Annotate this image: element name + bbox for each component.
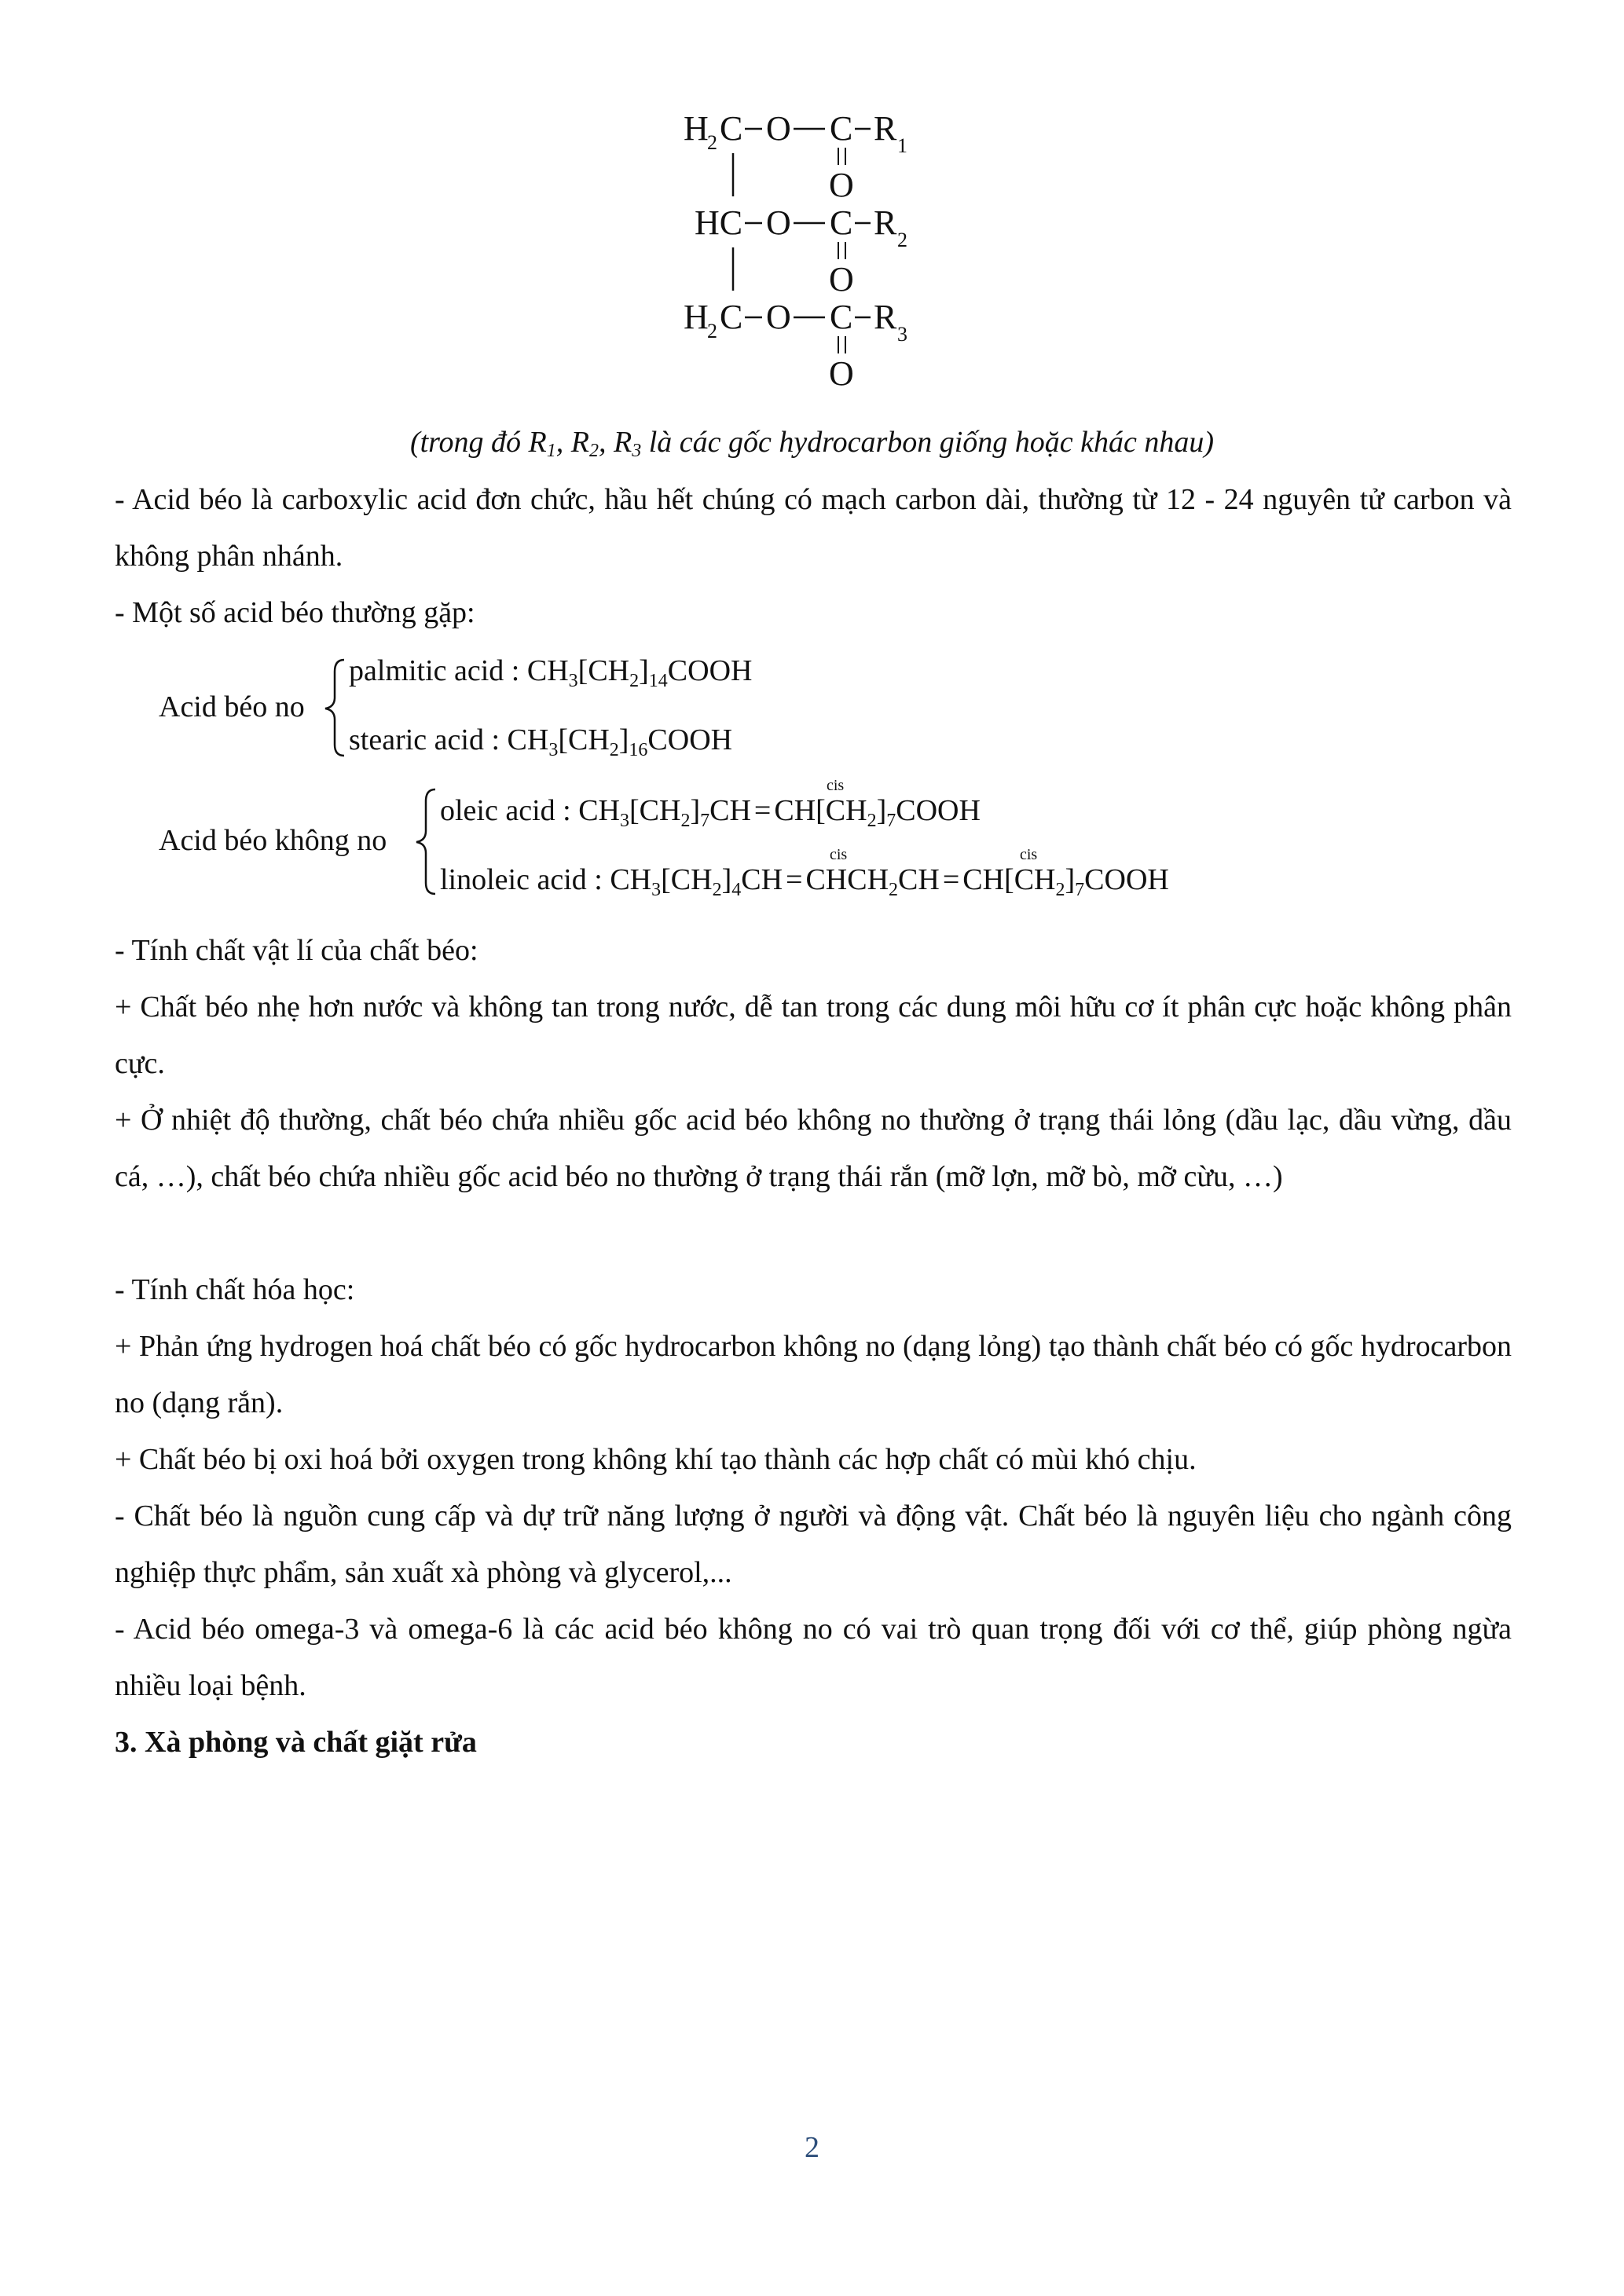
formula-sub: 7 [886,811,896,831]
stearic-name: stearic acid : [349,723,508,756]
row3-h: H [684,298,709,336]
row3-r: R [874,298,897,336]
cis-label: cis [1020,846,1038,863]
formula-part: CH[CH [962,863,1056,896]
carbonyl-o-3: O [829,354,854,393]
formula-part: COOH [667,654,753,687]
paragraph-fatty-acid-definition: - Acid béo là carboxylic acid đơn chức, hầu hết chúng có mạch carbon dài, thường từ 12 - 24 nguyên tử carbon và không phân nhánh. [115,483,1512,573]
formula-part: CH [578,794,620,827]
formula-sub: 3 [620,811,629,831]
paragraph-physical-property-2: + Ở nhiệt độ thường, chất béo chứa nhiều gốc acid béo không no thường ở trạng thái lỏng (dầu lạc, dầu vừng, dầu cá, …), chất béo chứa nhiều gốc acid béo no thường ở trạng thái rắn (mỡ lợn, mỡ bò, mỡ cừu, …) [115,1104,1512,1193]
caption-text: là các gốc hydrocarbon giống hoặc khác nhau) [641,426,1215,459]
formula-part: CH [741,863,783,896]
paragraph-physical-property-1: + Chất béo nhẹ hơn nước và không tan trong nước, dễ tan trong các dung môi hữu cơ ít phân cực hoặc không phân cực. [115,991,1512,1080]
formula-part: COOH [647,723,733,756]
oleic-name: oleic acid : [440,794,579,827]
section-heading-soap: 3. Xà phòng và chất giặt rửa [115,1726,477,1759]
carbonyl-o-1: O [829,166,854,204]
formula-part: ] [876,794,887,827]
row1-c: C [720,109,743,148]
paragraph-chemical-properties-heading: - Tính chất hóa học: [115,1273,355,1306]
linoleic-name: linoleic acid : [440,863,610,896]
carbonyl-o-2: O [829,260,854,298]
caption-sub: 3 [632,441,642,461]
formula-sub: 3 [651,880,662,900]
formula-part: CH [898,863,940,896]
row3-r-sub: 3 [897,323,907,346]
formula-part: CH[CH [774,794,867,827]
formula-sub: 7 [1075,880,1085,900]
formula-sub: 2 [867,811,877,831]
formula-part: [CH [558,723,610,756]
palmitic-name: palmitic acid : [349,654,527,687]
formula-part: ] [639,654,649,687]
paragraph-common-fatty-acids: - Một số acid béo thường gặp: [115,596,475,629]
cis-label: cis [827,777,845,794]
formula-part: CH [507,723,549,756]
row1-o: O [766,109,791,148]
formula-sub: 2 [712,880,722,900]
paragraph-chemical-property-1: + Phản ứng hydrogen hoá chất béo có gốc hydrocarbon không no (dạng lỏng) tạo thành chất béo có gốc hydrocarbon no (dạng rắn). [115,1330,1512,1419]
formula-sub: 3 [548,740,559,760]
caption-sub: 2 [588,441,599,461]
structure-caption [0,423,1624,462]
formula-part: CH [709,794,751,827]
paragraph-physical-properties-heading: - Tính chất vật lí của chất béo: [115,934,478,967]
formula-sub: 14 [648,671,668,691]
stearic-formula [349,723,732,760]
formula-part: CHCH [805,863,889,896]
formula-part: [CH [577,654,630,687]
formula-part: COOH [896,794,981,827]
left-brace [325,660,344,756]
palmitic-formula [349,654,752,691]
triglyceride-structure [660,102,974,408]
row2-r-sub: 2 [897,229,907,251]
paragraph-chemical-property-2: + Chất béo bị oxi hoá bởi oxygen trong không khí tạo thành các hợp chất có mùi khó chịu. [115,1443,1197,1476]
row1-h-sub: 2 [707,131,717,154]
row3-o: O [766,298,791,336]
row1-h: H [684,109,709,148]
formula-part: [CH [629,794,681,827]
row2-o: O [766,203,791,242]
linoleic-formula [440,863,1169,900]
formula-sub: 2 [1055,880,1065,900]
page-number: 2 [805,2131,819,2164]
formula-part: ] [1065,863,1076,896]
double-bond-sign: = [942,863,960,896]
formula-part: ] [721,863,732,896]
formula-sub: 2 [629,671,640,691]
unsaturated-label: Acid béo không no [159,824,387,857]
formula-part: CH [610,863,652,896]
cis-label: cis [830,846,848,863]
caption-text: (trong đó R [409,426,547,459]
formula-part: ] [690,794,701,827]
formula-sub: 16 [629,740,648,760]
caption-text: , R [598,426,632,459]
row3-c: C [720,298,743,336]
formula-sub: 2 [609,740,619,760]
formula-sub: 2 [889,880,899,900]
formula-part: [CH [661,863,713,896]
oleic-formula [440,794,981,831]
fatty-acid-classification [149,644,1328,911]
caption-sub: 1 [546,441,556,461]
formula-part: COOH [1084,863,1169,896]
row1-carbon: C [830,109,853,148]
row3-h-sub: 2 [707,320,717,342]
row2-carbon: C [830,203,853,242]
left-brace [416,789,435,894]
row1-r: R [874,109,897,148]
formula-sub: 7 [700,811,710,831]
row2-hc: HC [695,203,743,242]
formula-sub: 4 [731,880,742,900]
paragraph-fat-uses: - Chất béo là nguồn cung cấp và dự trữ năng lượng ở người và động vật. Chất béo là nguyên liệu cho ngành công nghiệp thực phẩm, sản xuất xà phòng và glycerol,... [115,1500,1512,1589]
formula-sub: 2 [680,811,691,831]
formula-part: CH [526,654,569,687]
row2-r: R [874,203,897,242]
caption-text: , R [555,426,589,459]
saturated-label: Acid béo no [159,690,305,723]
double-bond-sign: = [786,863,803,896]
row1-r-sub: 1 [897,134,907,157]
row3-carbon: C [830,298,853,336]
formula-part: ] [618,723,629,756]
formula-sub: 3 [568,671,578,691]
paragraph-omega: - Acid béo omega-3 và omega-6 là các acid béo không no có vai trò quan trọng đối với cơ thể, giúp phòng ngừa nhiều loại bệnh. [115,1613,1512,1702]
double-bond-sign: = [753,794,772,827]
